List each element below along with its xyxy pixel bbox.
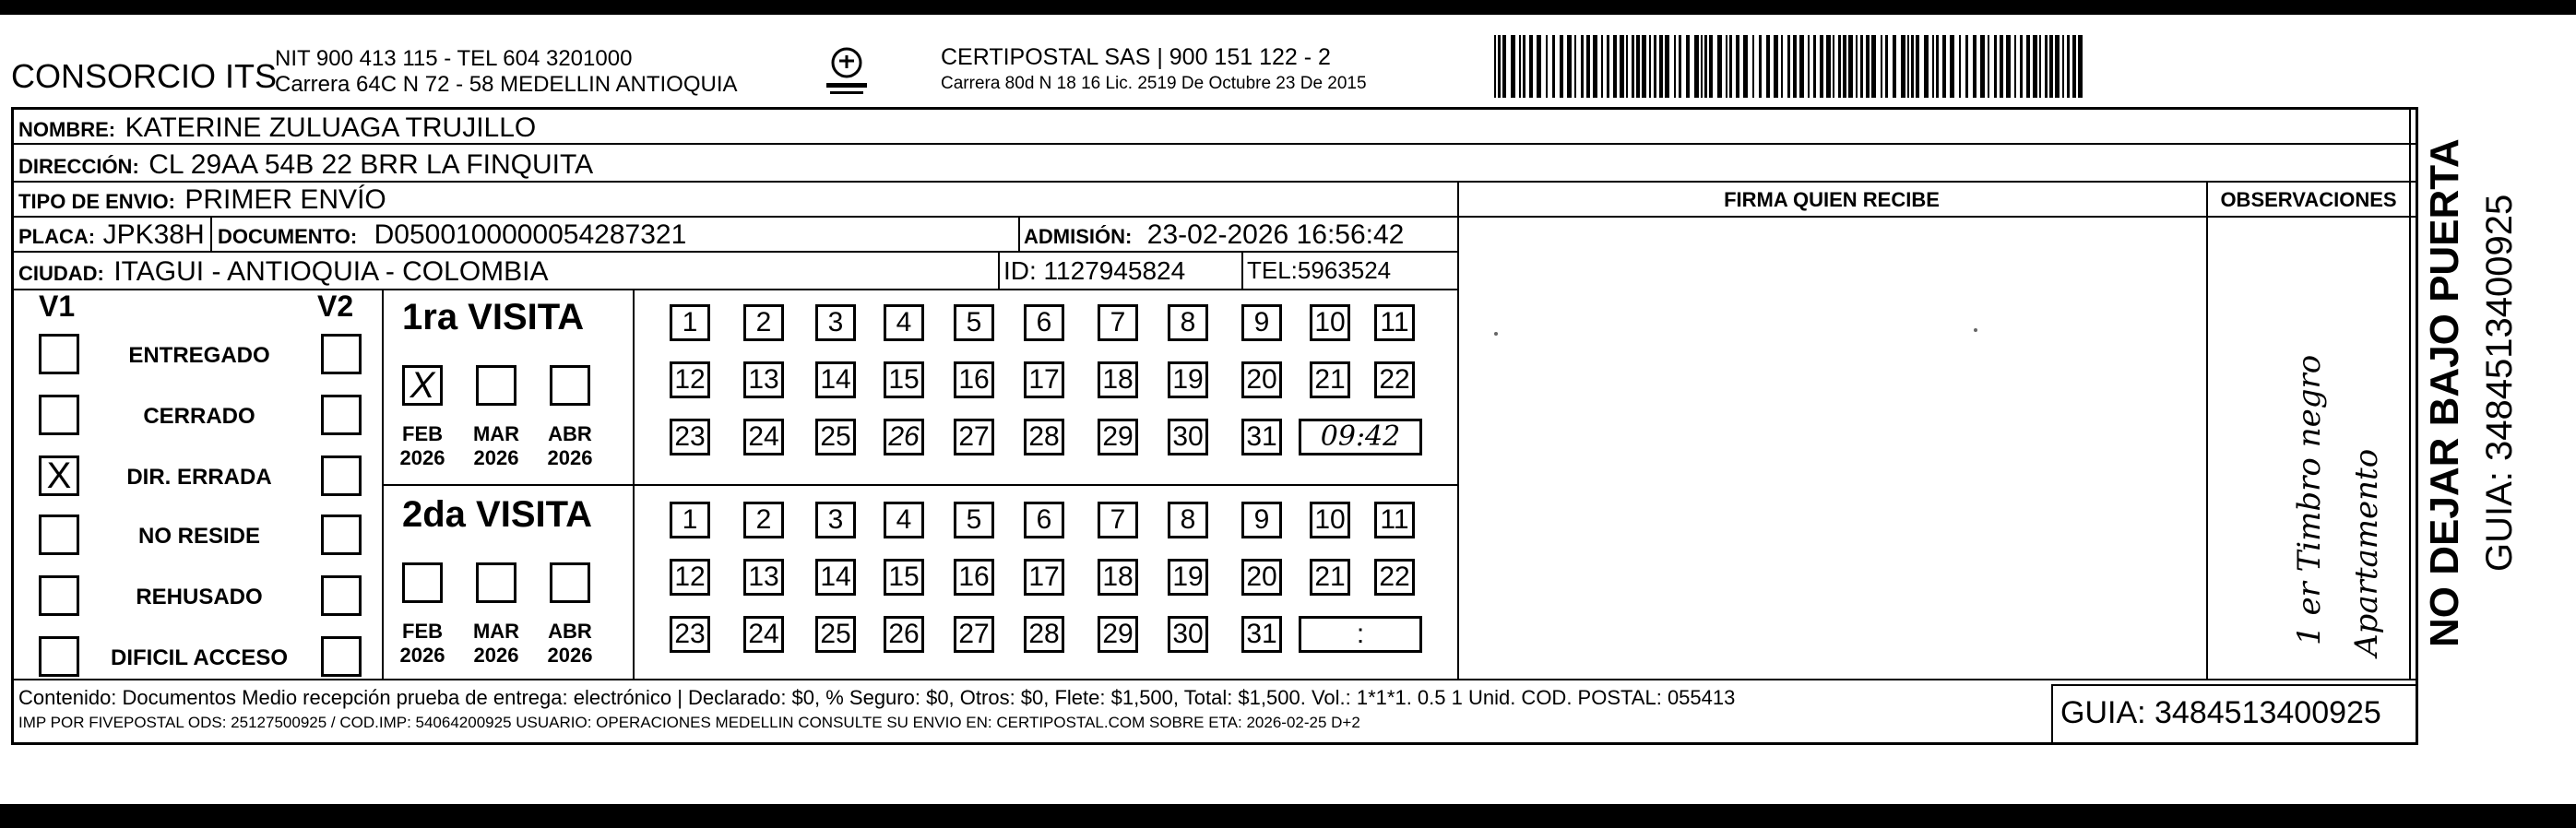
certipostal-logo [819, 44, 874, 100]
month-label: MAR 2026 [472, 620, 520, 667]
day-box[interactable]: 10 [1310, 304, 1350, 341]
admision-value: 23-02-2026 16:56:42 [1146, 219, 1405, 250]
day-box[interactable]: 30 [1168, 419, 1208, 455]
barcode-bar [1636, 35, 1640, 98]
row-line [11, 181, 2418, 183]
v2-label: V2 [317, 290, 354, 323]
company-address: Carrera 64C N 72 - 58 MEDELLIN ANTIOQUIA [275, 72, 738, 97]
barcode-bar [2072, 35, 2076, 98]
day-box[interactable]: 28 [1024, 616, 1064, 653]
time-box[interactable]: : [1299, 616, 1422, 653]
v2-checkbox[interactable] [321, 515, 362, 555]
barcode-bar [1833, 35, 1834, 98]
v2-checkbox[interactable] [321, 575, 362, 616]
v2-checkbox[interactable] [321, 334, 362, 374]
month-checkbox[interactable]: X [402, 365, 443, 406]
day-box[interactable]: 26 [884, 419, 924, 455]
day-box[interactable]: 26 [884, 616, 924, 653]
day-box[interactable]: 10 [1310, 502, 1350, 538]
month-checkbox[interactable] [550, 365, 590, 406]
barcode-bar [1649, 35, 1651, 98]
barcode-bar [1632, 35, 1634, 98]
barcode-bar [1916, 35, 1919, 98]
barcode-bar [1994, 35, 1997, 98]
day-box[interactable]: 2 [743, 502, 784, 538]
firma-left-line [1457, 181, 1459, 679]
day-box[interactable]: 31 [1241, 616, 1282, 653]
observaciones-header: OBSERVACIONES [2220, 188, 2397, 211]
barcode-bar [1679, 35, 1681, 98]
barcode-bar [1529, 35, 1533, 98]
cell-line [1018, 216, 1020, 251]
day-box[interactable]: 2 [743, 304, 784, 341]
day-box[interactable]: 29 [1098, 616, 1138, 653]
bottom-border-bar [0, 804, 2576, 828]
barcode-bar [1654, 35, 1656, 98]
day-box[interactable]: 12 [670, 559, 710, 596]
day-box[interactable]: 3 [815, 502, 856, 538]
barcode-bar [1942, 35, 1946, 98]
day-box[interactable]: 9 [1241, 304, 1282, 341]
visit2-title: 2da VISITA [402, 494, 592, 535]
day-box[interactable]: 17 [1024, 559, 1064, 596]
direccion-value: CL 29AA 54B 22 BRR LA FINQUITA [148, 149, 594, 180]
top-border-bar [0, 0, 2576, 15]
documento-row [218, 219, 686, 251]
barcode-bar [1519, 35, 1521, 98]
barcode-bar [2014, 35, 2016, 98]
barcode-bar [1950, 35, 1954, 98]
nombre-value: KATERINE ZULUAGA TRUJILLO [125, 112, 537, 143]
barcode-bar [1686, 35, 1690, 98]
day-box[interactable]: 22 [1374, 361, 1415, 398]
barcode [1494, 35, 2084, 98]
status-label: CERRADO [143, 404, 255, 429]
barcode-bar [1494, 35, 1496, 98]
day-box[interactable]: 21 [1310, 559, 1350, 596]
barcode-bar [1759, 35, 1762, 98]
barcode-bar [2033, 35, 2037, 98]
barcode-bar [2078, 35, 2083, 98]
status-label: REHUSADO [136, 585, 263, 609]
v1-checkbox[interactable] [39, 575, 79, 616]
status-label: DIR. ERRADA [126, 465, 272, 490]
barcode-bar [1704, 35, 1707, 98]
barcode-bar [1729, 35, 1732, 98]
barcode-bar [1552, 35, 1555, 98]
day-box[interactable]: 27 [954, 616, 994, 653]
firma-mark [1494, 332, 1498, 336]
day-box[interactable]: 11 [1374, 502, 1415, 538]
day-box[interactable]: 16 [954, 559, 994, 596]
barcode-bar [1826, 35, 1831, 98]
time-box[interactable]: 09:42 [1299, 419, 1422, 455]
barcode-bar [1848, 35, 1853, 98]
month-label: MAR 2026 [472, 422, 520, 469]
day-box[interactable]: 4 [884, 304, 924, 341]
day-box[interactable]: 14 [815, 559, 856, 596]
barcode-bar [1866, 35, 1870, 98]
cell-line [998, 251, 1000, 289]
status-label: NO RESIDE [137, 524, 261, 549]
no-dejar-text: NO DEJAR BAJO PUERTA [2422, 138, 2467, 647]
barcode-bar [2045, 35, 2048, 98]
barcode-bar [1752, 35, 1754, 98]
barcode-bar [1988, 35, 1989, 98]
barcode-bar [1856, 35, 1858, 98]
day-box[interactable]: 24 [743, 419, 784, 455]
day-box[interactable]: 13 [743, 361, 784, 398]
barcode-bar [1574, 35, 1576, 98]
v2-checkbox[interactable] [321, 636, 362, 677]
barcode-bar [1860, 35, 1863, 98]
day-box[interactable]: 20 [1241, 559, 1282, 596]
barcode-bar [1546, 35, 1548, 98]
day-box[interactable]: 19 [1168, 361, 1208, 398]
footer-line-1: Contenido: Documentos Medio recepción prueba de entrega: electrónico | Declarado: $0, % Seguro: $0, Otros: $0, Flete: $1,500, Total: $1,500. Vol.: 1*1*1. 0.5 1 Unid. COD. POSTAL: 055413 [18, 686, 1736, 709]
barcode-bar [1593, 35, 1597, 98]
barcode-bar [1642, 35, 1646, 98]
side-guia-text: GUIA: 3484513400925 [2479, 194, 2520, 572]
month-checkbox[interactable] [476, 365, 516, 406]
barcode-bar [1498, 35, 1501, 98]
v1-checkbox[interactable] [39, 636, 79, 677]
barcode-bar [1694, 35, 1699, 98]
day-box[interactable]: 5 [954, 502, 994, 538]
ciudad-value: ITAGUI - ANTIOQUIA - COLOMBIA [113, 256, 549, 287]
barcode-bar [1701, 35, 1703, 98]
v2-checkbox[interactable] [321, 395, 362, 435]
day-box[interactable]: 9 [1241, 502, 1282, 538]
barcode-bar [1885, 35, 1888, 98]
barcode-bar [1743, 35, 1748, 98]
barcode-bar [1808, 35, 1810, 98]
barcode-bar [1843, 35, 1846, 98]
day-box[interactable]: 7 [1098, 304, 1138, 341]
status-label: ENTREGADO [128, 343, 270, 368]
day-box[interactable]: 16 [954, 361, 994, 398]
barcode-bar [1717, 35, 1722, 98]
day-box[interactable]: 19 [1168, 559, 1208, 596]
day-box[interactable]: 23 [670, 419, 710, 455]
barcode-bar [1911, 35, 1914, 98]
day-box[interactable]: 21 [1310, 361, 1350, 398]
month-checkbox[interactable] [550, 562, 590, 603]
barcode-bar [1502, 35, 1506, 98]
barcode-bar [1965, 35, 1968, 98]
barcode-bar [1893, 35, 1896, 98]
barcode-bar [1980, 35, 1985, 98]
barcode-bar [1959, 35, 1961, 98]
barcode-bar [1523, 35, 1525, 98]
visit-divider [382, 484, 1457, 486]
day-box[interactable]: 3 [815, 304, 856, 341]
row-line [11, 251, 1457, 253]
row-line [11, 216, 2418, 218]
barcode-bar [1567, 35, 1572, 98]
barcode-bar [1665, 35, 1669, 98]
cell-line [210, 216, 212, 251]
barcode-bar [1881, 35, 1882, 98]
barcode-bar [1736, 35, 1739, 98]
placa-value: JPK38H [102, 219, 205, 250]
day-box[interactable]: 5 [954, 304, 994, 341]
barcode-bar [2067, 35, 2070, 98]
admision-label: ADMISIÓN: [1024, 225, 1133, 248]
day-box[interactable]: 28 [1024, 419, 1064, 455]
nombre-row [18, 112, 536, 144]
day-box[interactable]: 8 [1168, 502, 1208, 538]
handwritten-note-1: 1 er Timbro negro [2291, 354, 2328, 645]
placa-row [18, 219, 205, 251]
barcode-bar [1781, 35, 1783, 98]
barcode-bar [1907, 35, 1909, 98]
barcode-bar [1936, 35, 1939, 98]
barcode-bar [1726, 35, 1727, 98]
day-box[interactable]: 1 [670, 502, 710, 538]
barcode-bar [1932, 35, 1934, 98]
barcode-bar [1613, 35, 1617, 98]
month-checkbox[interactable] [476, 562, 516, 603]
day-box[interactable]: 25 [815, 616, 856, 653]
barcode-bar [1586, 35, 1590, 98]
day-box[interactable]: 11 [1374, 304, 1415, 341]
barcode-bar [1787, 35, 1790, 98]
barcode-bar [1838, 35, 1841, 98]
row-line [11, 289, 1457, 290]
barcode-bar [2000, 35, 2003, 98]
day-box[interactable]: 20 [1241, 361, 1282, 398]
barcode-bar [1511, 35, 1515, 98]
v1-checkbox[interactable] [39, 515, 79, 555]
status-label: DIFICIL ACCESO [110, 645, 288, 670]
day-box[interactable]: 23 [670, 616, 710, 653]
day-box[interactable]: 6 [1024, 304, 1064, 341]
barcode-bar [1620, 35, 1624, 98]
barcode-bar [1766, 35, 1770, 98]
barcode-bar [2049, 35, 2053, 98]
day-box[interactable]: 27 [954, 419, 994, 455]
month-label: FEB 2026 [399, 620, 445, 667]
tipo-envio-row [18, 184, 386, 216]
barcode-bar [1973, 35, 1977, 98]
tipo-envio-value: PRIMER ENVÍO [184, 184, 386, 215]
day-box[interactable]: 14 [815, 361, 856, 398]
v1-label: V1 [39, 290, 76, 323]
documento-value: D0500100000054287321 [374, 219, 687, 250]
barcode-bar [1537, 35, 1541, 98]
day-box[interactable]: 29 [1098, 419, 1138, 455]
barcode-bar [1901, 35, 1905, 98]
barcode-bar [1581, 35, 1584, 98]
barcode-bar [2020, 35, 2023, 98]
day-box[interactable]: 31 [1241, 419, 1282, 455]
certipostal-line2: Carrera 80d N 18 16 Lic. 2519 De Octubre 23 De 2015 [941, 74, 1367, 93]
barcode-bar [1774, 35, 1778, 98]
footer-line [11, 679, 2418, 680]
barcode-bar [1871, 35, 1876, 98]
barcode-bar [1820, 35, 1823, 98]
barcode-bar [1601, 35, 1603, 98]
barcode-bar [2006, 35, 2011, 98]
month-label: FEB 2026 [399, 422, 445, 469]
day-box[interactable]: 15 [884, 559, 924, 596]
day-box[interactable]: 22 [1374, 559, 1415, 596]
tipo-envio-label: TIPO DE ENVIO: [18, 190, 175, 213]
cell-line [1241, 251, 1243, 289]
day-box[interactable]: 13 [743, 559, 784, 596]
direccion-row [18, 149, 593, 181]
day-box[interactable]: 24 [743, 616, 784, 653]
barcode-bar [1674, 35, 1676, 98]
day-box[interactable]: 4 [884, 502, 924, 538]
obs-left-line [2206, 181, 2208, 679]
certipostal-line1: CERTIPOSTAL SAS | 900 151 122 - 2 [941, 44, 1331, 70]
barcode-bar [2062, 35, 2064, 98]
month-label: ABR 2026 [547, 422, 593, 469]
company-name: CONSORCIO ITS [11, 57, 278, 95]
month-label: ABR 2026 [547, 620, 593, 667]
barcode-bar [1659, 35, 1663, 98]
right-line [2409, 107, 2411, 679]
barcode-bar [1813, 35, 1816, 98]
v2-checkbox[interactable] [321, 455, 362, 496]
ciudad-label: CIUDAD: [18, 262, 104, 285]
placa-label: PLACA: [18, 225, 96, 248]
day-box[interactable]: 18 [1098, 559, 1138, 596]
nombre-label: NOMBRE: [18, 118, 116, 141]
barcode-bar [1924, 35, 1929, 98]
days-divider [633, 289, 635, 679]
firma-header: FIRMA QUIEN RECIBE [1724, 188, 1940, 211]
ciudad-row [18, 256, 549, 288]
barcode-bar [1709, 35, 1713, 98]
documento-label: DOCUMENTO: [218, 225, 358, 248]
barcode-bar [1560, 35, 1563, 98]
direccion-label: DIRECCIÓN: [18, 155, 139, 178]
day-box[interactable]: 30 [1168, 616, 1208, 653]
barcode-bar [1799, 35, 1804, 98]
v1-checkbox[interactable] [39, 395, 79, 435]
handwritten-note-2: Apartamento [2348, 448, 2385, 656]
v1-checkbox[interactable]: X [39, 455, 79, 496]
day-box[interactable]: 18 [1098, 361, 1138, 398]
barcode-bar [2039, 35, 2041, 98]
day-box[interactable]: 1 [670, 304, 710, 341]
day-box[interactable]: 15 [884, 361, 924, 398]
day-box[interactable]: 17 [1024, 361, 1064, 398]
firma-mark [1974, 328, 1977, 332]
barcode-bar [2026, 35, 2030, 98]
id-value: ID: 1127945824 [1003, 256, 1186, 285]
barcode-bar [1607, 35, 1609, 98]
day-box[interactable]: 7 [1098, 502, 1138, 538]
month-checkbox[interactable] [402, 562, 443, 603]
day-box[interactable]: 25 [815, 419, 856, 455]
admision-row [1024, 219, 1404, 251]
day-box[interactable]: 12 [670, 361, 710, 398]
barcode-bar [2055, 35, 2060, 98]
visit1-title: 1ra VISITA [402, 297, 585, 337]
footer-line-2: IMP POR FIVEPOSTAL ODS: 25127500925 / COD.IMP: 54064200925 USUARIO: OPERACIONES MEDELLIN CONSULTE SU ENVIO EN: CERTIPOSTAL.COM SOBRE ETA: 2026-02-25 D+2 [18, 714, 1360, 731]
barcode-bar [1626, 35, 1628, 98]
tel-value: TEL:5963524 [1247, 256, 1392, 284]
day-box[interactable]: 8 [1168, 304, 1208, 341]
day-box[interactable]: 6 [1024, 502, 1064, 538]
v1-checkbox[interactable] [39, 334, 79, 374]
barcode-bar [1793, 35, 1797, 98]
footer-guia: GUIA: 3484513400925 [2060, 695, 2381, 730]
company-nit: NIT 900 413 115 - TEL 604 3201000 [275, 46, 633, 71]
